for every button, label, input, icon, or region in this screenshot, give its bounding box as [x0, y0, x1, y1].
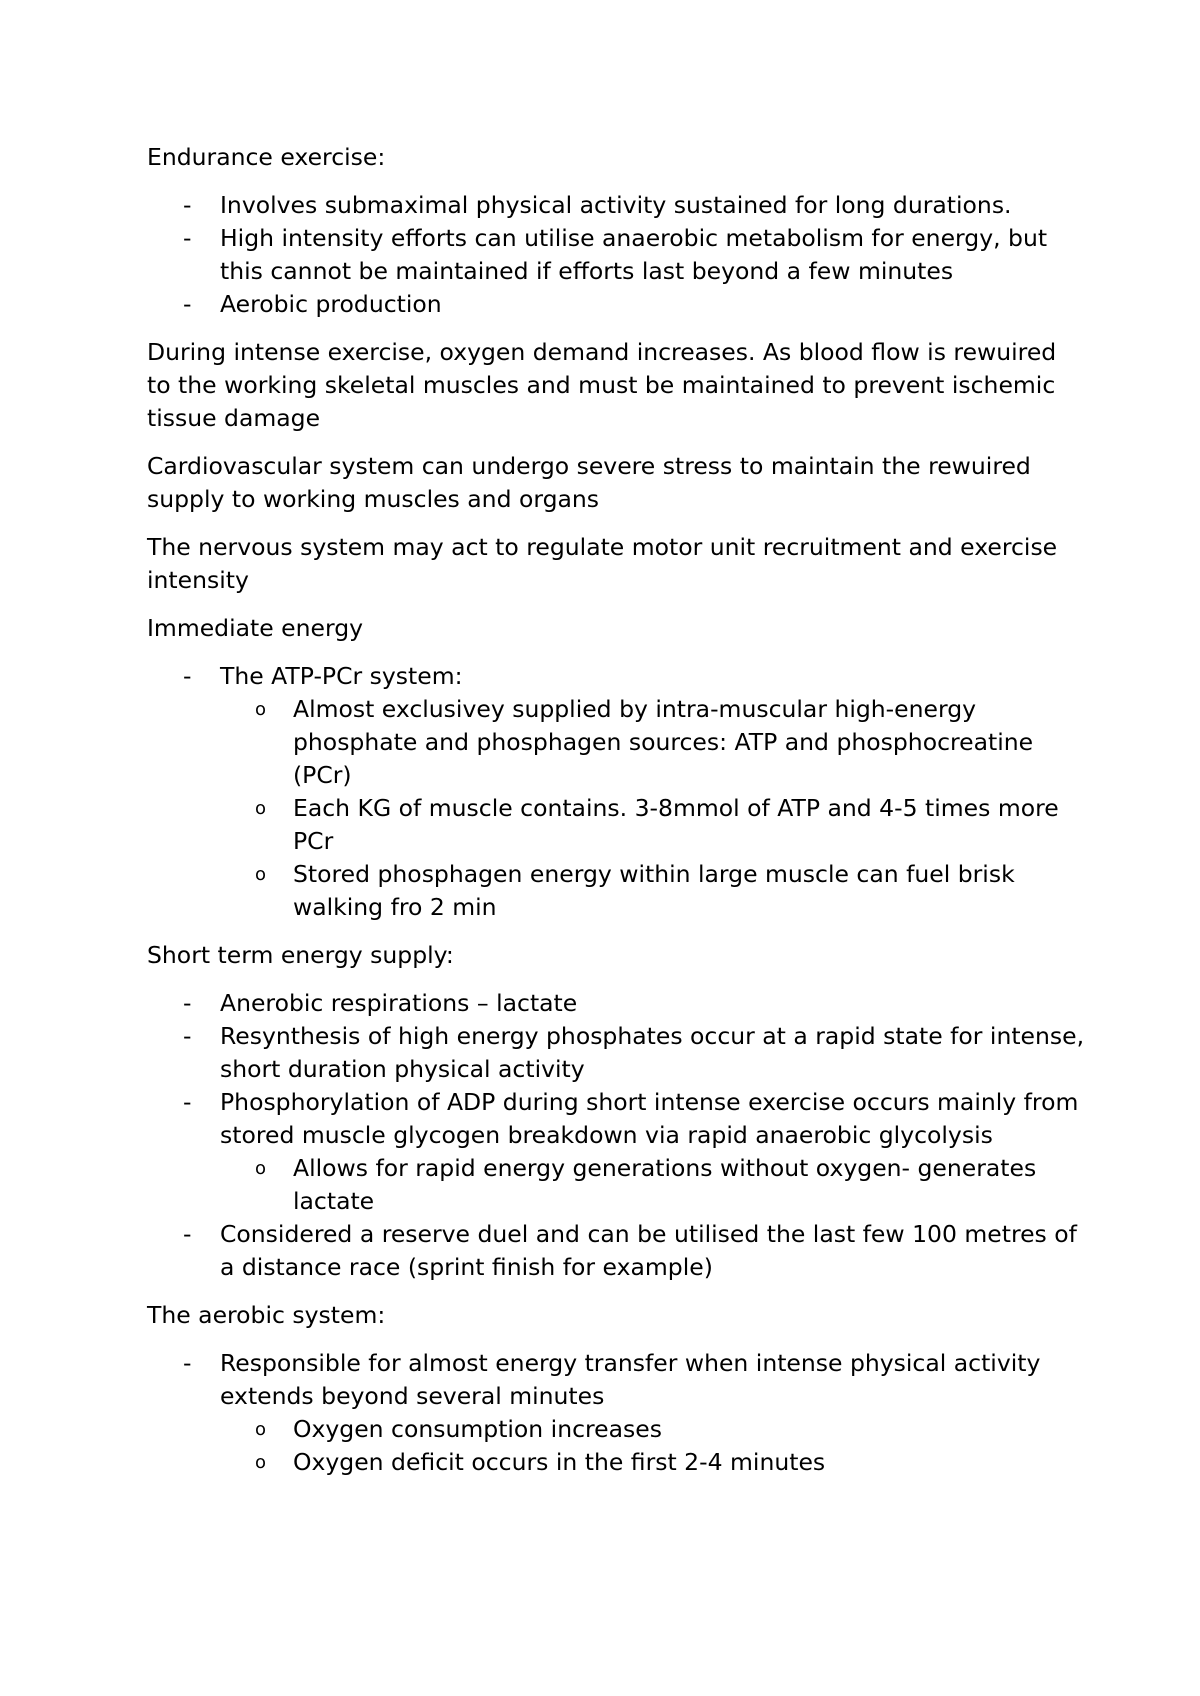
sub-bullet-list	[220, 1152, 1087, 1218]
sub-list-item	[220, 792, 1087, 858]
bullet-list	[147, 189, 1087, 321]
list-item	[147, 660, 1087, 924]
circle-bullet-icon: o	[255, 798, 267, 819]
sub-list-item	[220, 693, 1087, 792]
bullet-list	[147, 660, 1087, 924]
sub-list-item-text: Almost exclusivey supplied by intra-muscular high-energy phosphate and phosphagen sources: ATP and phosphocreatine (PCr)	[293, 695, 1034, 789]
sub-list-item	[220, 858, 1087, 924]
dash-bullet-icon: -	[183, 224, 192, 252]
circle-bullet-icon: o	[255, 699, 267, 720]
bullet-list	[147, 987, 1087, 1284]
list-item-text: Resynthesis of high energy phosphates occur at a rapid state for intense, short duration physical activity	[220, 1022, 1085, 1083]
list-item-text: Anerobic respirations – lactate	[220, 989, 578, 1017]
sub-bullet-list	[220, 1413, 1087, 1479]
sub-list-item-text: Allows for rapid energy generations without oxygen- generates lactate	[293, 1154, 1037, 1215]
list-item-text: High intensity efforts can utilise anaerobic metabolism for energy, but this cannot be maintained if efforts last beyond a few minutes	[220, 224, 1048, 285]
sub-list-item	[220, 1446, 1087, 1479]
circle-bullet-icon: o	[255, 1452, 267, 1473]
sub-list-item-text: Each KG of muscle contains. 3-8mmol of ATP and 4-5 times more PCr	[293, 794, 1059, 855]
paragraph: Short term energy supply:	[147, 941, 454, 969]
dash-bullet-icon: -	[183, 1349, 192, 1377]
list-item	[147, 288, 1087, 321]
sub-list-item-text: Oxygen deficit occurs in the first 2-4 minutes	[293, 1448, 826, 1476]
list-item-text: Involves submaximal physical activity sustained for long durations.	[220, 191, 1012, 219]
bullet-list	[147, 1347, 1087, 1479]
dash-bullet-icon: -	[183, 191, 192, 219]
dash-bullet-icon: -	[183, 662, 192, 690]
list-item	[147, 1218, 1087, 1284]
paragraph: Immediate energy	[147, 614, 364, 642]
list-item	[147, 1020, 1087, 1086]
list-item	[147, 1086, 1087, 1218]
sub-list-item-text: Stored phosphagen energy within large muscle can fuel brisk walking fro 2 min	[293, 860, 1015, 921]
circle-bullet-icon: o	[255, 1419, 267, 1440]
list-item-text: Aerobic production	[220, 290, 442, 318]
circle-bullet-icon: o	[255, 864, 267, 885]
list-item	[147, 1347, 1087, 1479]
list-item-text: Considered a reserve duel and can be utilised the last few 100 metres of a distance race (sprint finish for example)	[220, 1220, 1077, 1281]
list-item	[147, 189, 1087, 222]
list-item-text: Responsible for almost energy transfer when intense physical activity extends beyond several minutes	[220, 1349, 1041, 1410]
dash-bullet-icon: -	[183, 1088, 192, 1116]
dash-bullet-icon: -	[183, 989, 192, 1017]
sub-list-item-text: Oxygen consumption increases	[293, 1415, 662, 1443]
paragraph: Endurance exercise:	[147, 143, 386, 171]
paragraph: The nervous system may act to regulate motor unit recruitment and exercise intensity	[147, 533, 1058, 594]
sub-list-item	[220, 1152, 1087, 1218]
list-item	[147, 222, 1087, 288]
document-page	[147, 141, 1087, 1494]
paragraph: The aerobic system:	[147, 1301, 386, 1329]
sub-bullet-list	[220, 693, 1087, 924]
list-item-text: The ATP-PCr system:	[220, 662, 463, 690]
list-item-text: Phosphorylation of ADP during short intense exercise occurs mainly from stored muscle glycogen breakdown via rapid anaerobic glycolysis	[220, 1088, 1079, 1149]
paragraph: Cardiovascular system can undergo severe stress to maintain the rewuired supply to working muscles and organs	[147, 452, 1031, 513]
list-item	[147, 987, 1087, 1020]
dash-bullet-icon: -	[183, 290, 192, 318]
paragraph: During intense exercise, oxygen demand increases. As blood flow is rewuired to the working skeletal muscles and must be maintained to prevent ischemic tissue damage	[147, 338, 1057, 432]
dash-bullet-icon: -	[183, 1022, 192, 1050]
dash-bullet-icon: -	[183, 1220, 192, 1248]
sub-list-item	[220, 1413, 1087, 1446]
circle-bullet-icon: o	[255, 1158, 267, 1179]
